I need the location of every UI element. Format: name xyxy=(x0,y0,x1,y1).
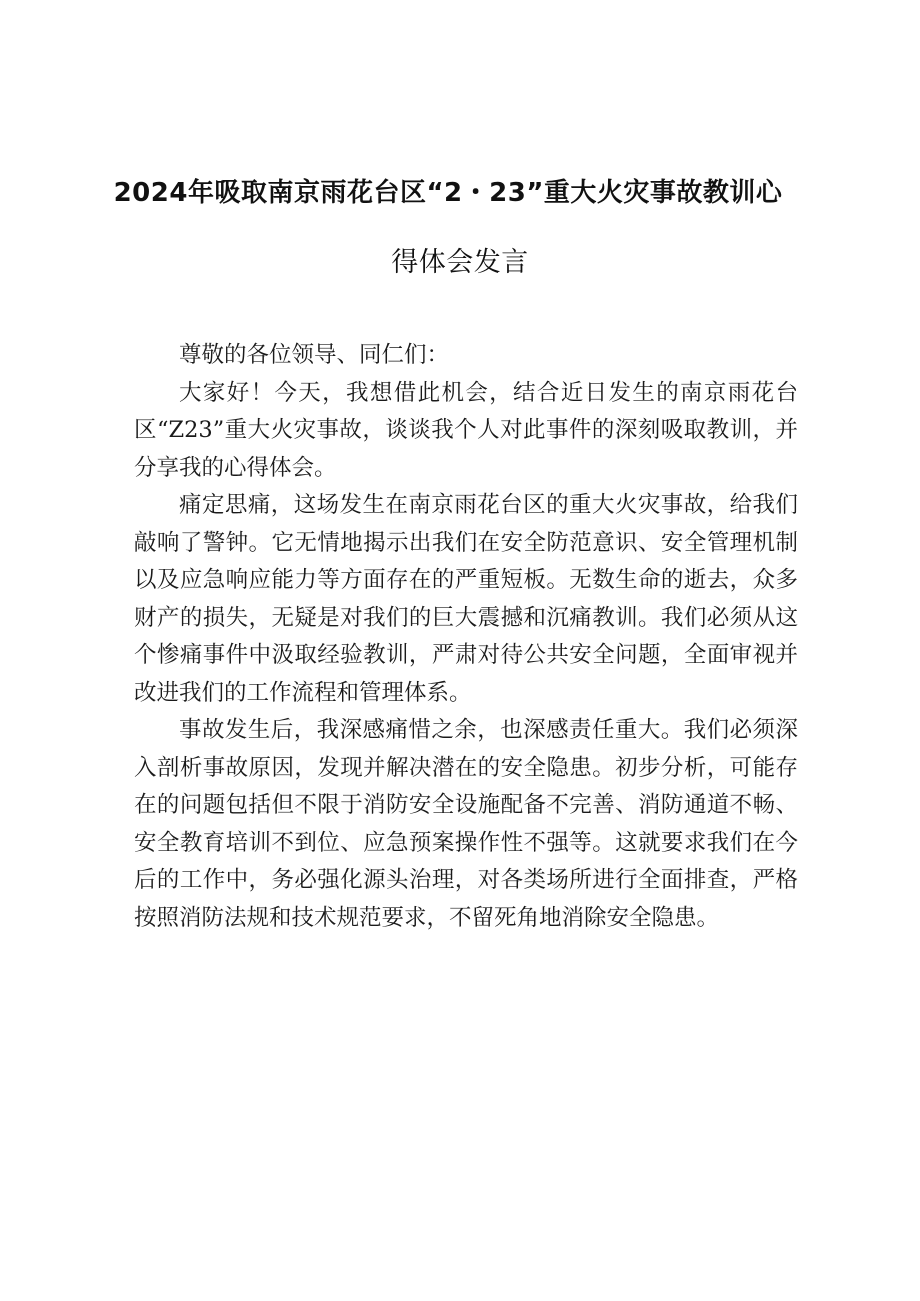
paragraph-3: 事故发生后，我深感痛惜之余，也深感责任重大。我们必须深入剖析事故原因，发现并解决潜在的安全隐患。初步分析，可能存在的问题包括但不限于消防安全设施配备不完善、消防通道不畅、安全教育培训不到位、应急预案操作性不强等。这就要求我们在今后的工作中，务必强化源头治理，对各类场所进行全面排查，严格按照消防法规和技术规范要求，不留死角地消除安全隐患。 xyxy=(134,717,798,931)
paragraph-1: 大家好！今天，我想借此机会，结合近日发生的南京雨花台区“Z23”重大火灾事故，谈谈我个人对此事件的深刻吸取教训，并分享我的心得体会。 xyxy=(134,379,798,481)
document-title-line-1: 2024年吸取南京雨花台区“2・23”重大火灾事故教训心 xyxy=(113,178,783,208)
salutation: 尊敬的各位领导、同仁们： xyxy=(179,342,450,368)
paragraph-2: 痛定思痛，这场发生在南京雨花台区的重大火灾事故，给我们敲响了警钟。它无情地揭示出我们在安全防范意识、安全管理机制以及应急响应能力等方面存在的严重短板。无数生命的逝去，众多财产的损失，无疑是对我们的巨大震撼和沉痛教训。我们必须从这个惨痛事件中汲取经验教训，严肃对待公共安全问题，全面审视并改进我们的工作流程和管理体系。 xyxy=(134,492,798,706)
document-body xyxy=(134,337,798,937)
document-title-line-2: 得体会发言 xyxy=(391,247,529,278)
